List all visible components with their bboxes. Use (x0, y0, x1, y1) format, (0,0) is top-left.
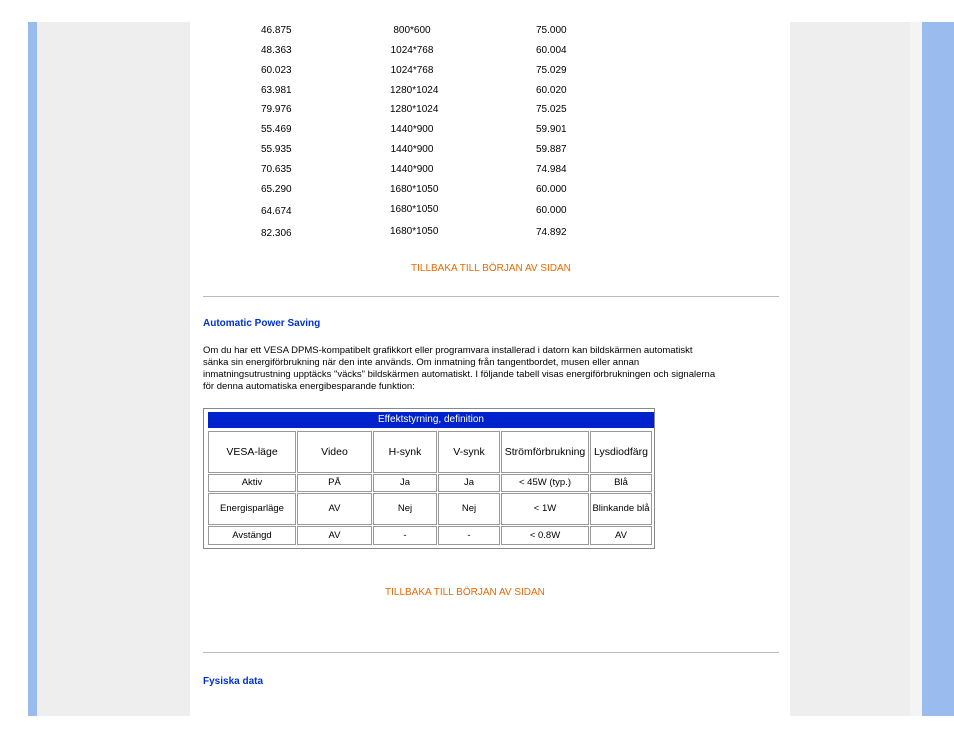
left-margin (37, 22, 190, 716)
h-freq-cell: 55.469 (261, 124, 292, 135)
h-freq-cell: 64.674 (261, 206, 292, 217)
physical-data-heading: Fysiska data (203, 676, 264, 687)
header-cell: VESA-läge (208, 431, 296, 473)
right-scroll-track (910, 22, 922, 716)
h-freq-cell: 48.363 (261, 45, 292, 56)
h-freq-cell: 60.023 (261, 65, 292, 76)
header-cell: Video (297, 431, 372, 473)
resolution-cell: 1280*1024 (390, 104, 439, 115)
back-to-top-link[interactable]: TILLBAKA TILL BÖRJAN AV SIDAN (411, 263, 571, 274)
left-accent-bar (28, 22, 37, 716)
h-freq-cell: 63.981 (261, 85, 292, 96)
table-cell: < 1W (501, 493, 589, 525)
table-cell: Ja (438, 474, 500, 492)
table-cell: < 0.8W (501, 526, 589, 545)
right-accent-bar (922, 22, 954, 716)
description-line: sänka sin energiförbrukning när den inte används. Om inmatning från tangentbordet, musen eller annan (203, 357, 640, 368)
table-cell: < 45W (typ.) (501, 474, 589, 492)
section-divider (203, 652, 779, 654)
header-cell: H-synk (373, 431, 437, 473)
table-cell: AV (590, 526, 652, 545)
description-line: Om du har ett VESA DPMS-kompatibelt grafikkort eller programvara installerad i datorn kan bildskärmen automatiskt (203, 345, 693, 356)
v-freq-cell: 60.000 (536, 184, 567, 195)
header-cell: Lysdiodfärg (590, 431, 652, 473)
table-cell: Avstängd (208, 526, 296, 545)
v-freq-cell: 74.892 (536, 227, 567, 238)
table-cell: Blå (590, 474, 652, 492)
table-cell: Aktiv (208, 474, 296, 492)
description-line: inmatningsutrustning upptäcks "väcks" bildskärmen automatiskt. I följande tabell visas energiförbrukningen och signalerna (203, 369, 716, 380)
resolution-cell: 1680*1050 (390, 204, 439, 215)
table-cell: Nej (438, 493, 500, 525)
table-cell: Nej (373, 493, 437, 525)
v-freq-cell: 75.029 (536, 65, 567, 76)
header-cell: V-synk (438, 431, 500, 473)
h-freq-cell: 82.306 (261, 228, 292, 239)
v-freq-cell: 75.025 (536, 104, 567, 115)
resolution-cell: 1680*1050 (390, 184, 439, 195)
v-freq-cell: 75.000 (536, 25, 567, 36)
table-cell: - (373, 526, 437, 545)
h-freq-cell: 65.290 (261, 184, 292, 195)
table-cell: PÅ (297, 474, 372, 492)
resolution-cell: 1440*900 (390, 124, 434, 135)
v-freq-cell: 60.020 (536, 85, 567, 96)
table-cell: AV (297, 526, 372, 545)
resolution-cell: 1680*1050 (390, 226, 439, 237)
power-management-table (203, 408, 655, 549)
table-cell: Energisparläge (208, 493, 296, 525)
right-margin (790, 22, 910, 716)
resolution-cell: 800*600 (393, 25, 431, 36)
table-cell: AV (297, 493, 372, 525)
h-freq-cell: 55.935 (261, 144, 292, 155)
table-cell: Blinkande blå (590, 493, 652, 525)
table-cell: - (438, 526, 500, 545)
resolution-cell: 1440*900 (390, 144, 434, 155)
table-title: Effektstyrning, definition (208, 412, 654, 428)
resolution-cell: 1024*768 (390, 65, 434, 76)
resolution-cell: 1024*768 (390, 45, 434, 56)
table-cell: Ja (373, 474, 437, 492)
header-cell: Strömförbrukning (501, 431, 589, 473)
description-line: för denna automatiska energibesparande funktion: (203, 381, 415, 392)
power-saving-description (203, 345, 763, 393)
resolution-cell: 1440*900 (390, 164, 434, 175)
v-freq-cell: 60.000 (536, 205, 567, 216)
v-freq-cell: 59.887 (536, 144, 567, 155)
v-freq-cell: 59.901 (536, 124, 567, 135)
power-saving-heading: Automatic Power Saving (203, 318, 321, 329)
h-freq-cell: 79.976 (261, 104, 292, 115)
v-freq-cell: 60.004 (536, 45, 567, 56)
h-freq-cell: 70.635 (261, 164, 292, 175)
section-divider (203, 296, 779, 298)
resolution-cell: 1280*1024 (390, 85, 439, 96)
v-freq-cell: 74.984 (536, 164, 567, 175)
back-to-top-link[interactable]: TILLBAKA TILL BÖRJAN AV SIDAN (385, 587, 545, 598)
h-freq-cell: 46.875 (261, 25, 292, 36)
